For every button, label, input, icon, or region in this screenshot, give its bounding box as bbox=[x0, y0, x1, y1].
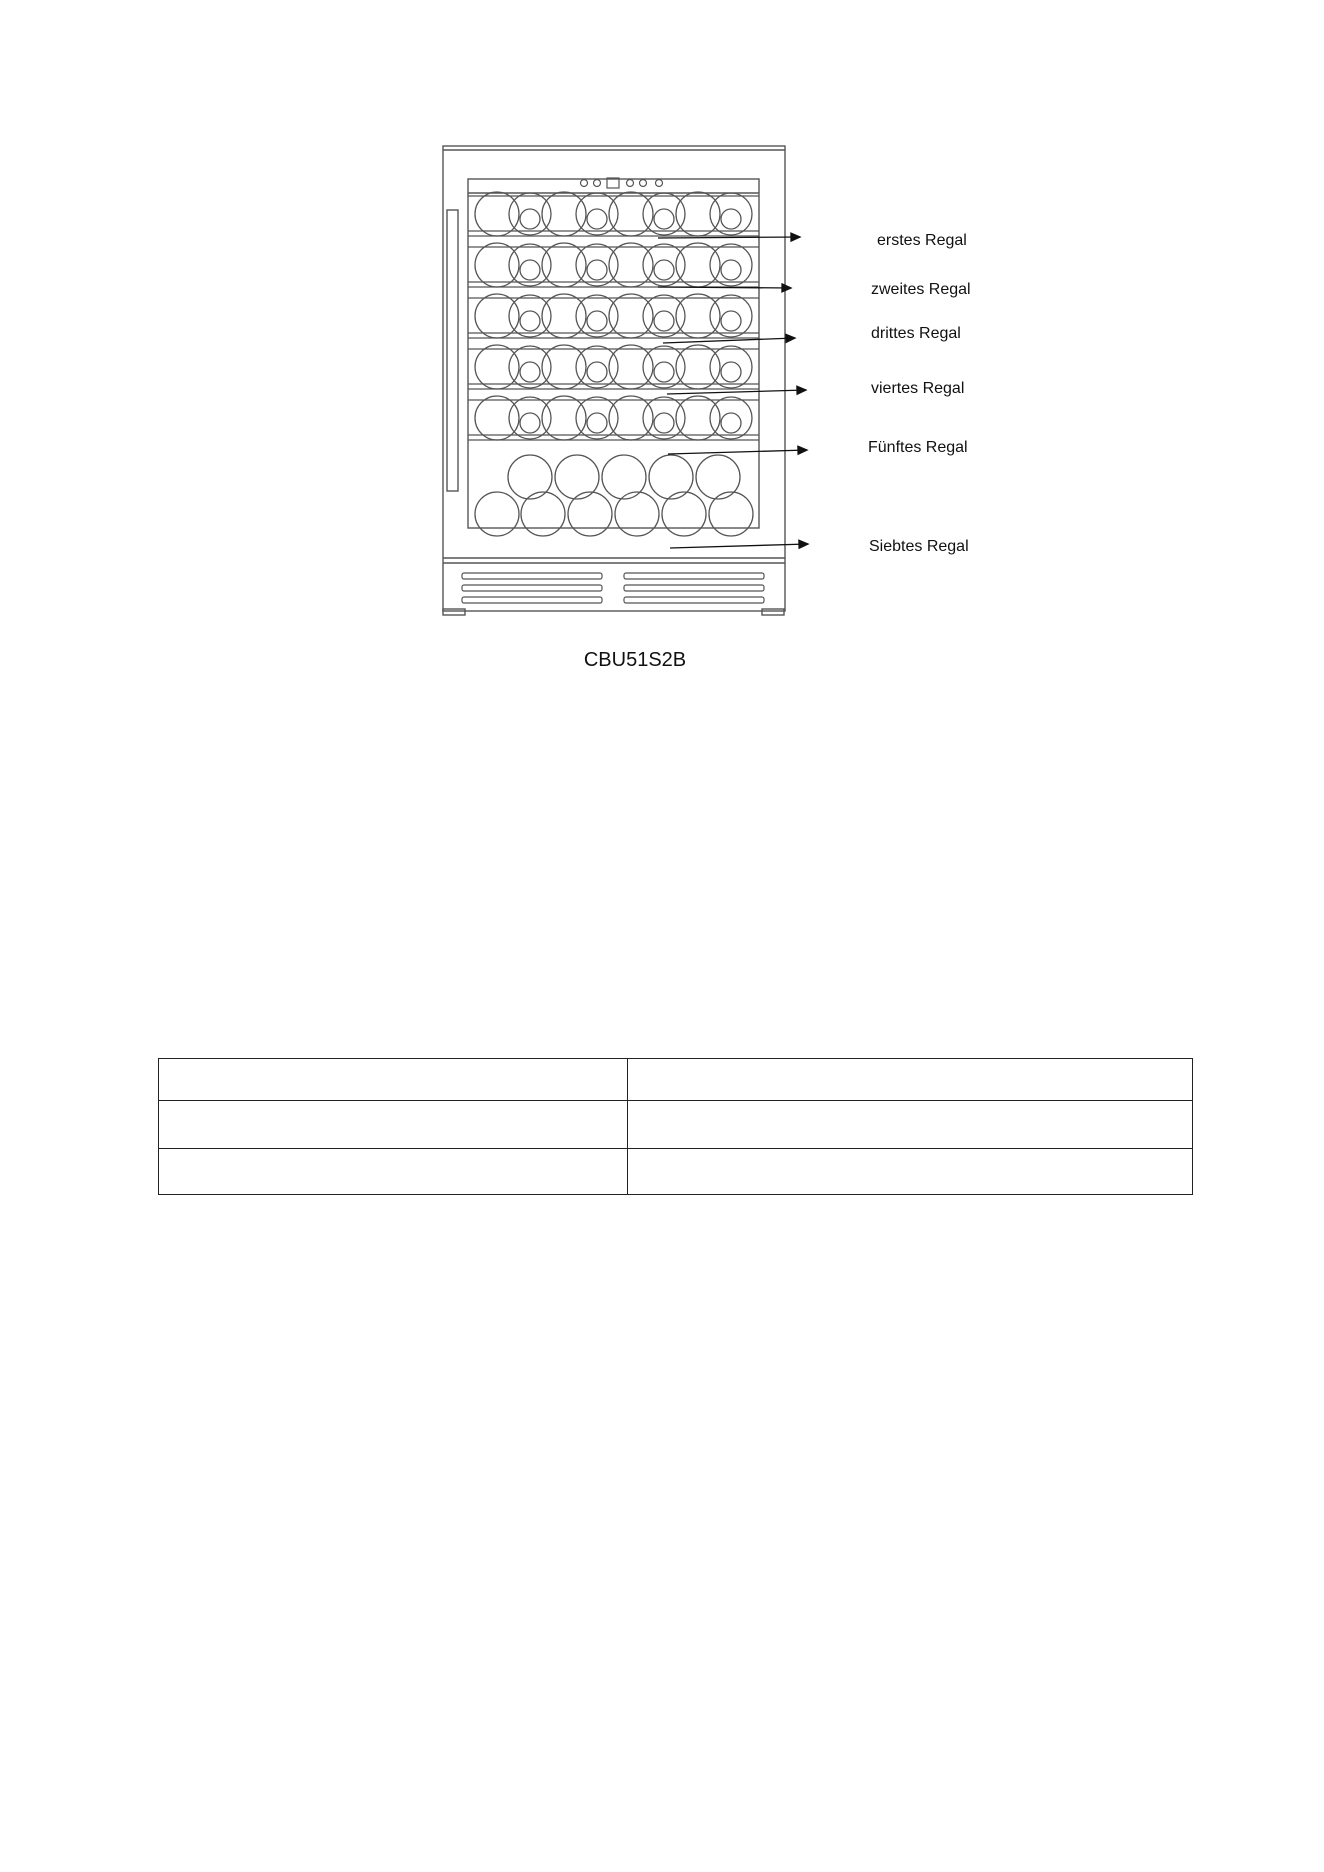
shelf-label-4: viertes Regal bbox=[871, 380, 965, 397]
bottle-icon bbox=[709, 492, 753, 536]
bottle-icon bbox=[542, 192, 586, 236]
bottle-icon bbox=[662, 492, 706, 536]
bottle-neck-icon bbox=[654, 209, 674, 229]
shelf-bottom bbox=[475, 455, 753, 536]
table-cell bbox=[628, 1149, 1193, 1195]
bottle-neck-icon bbox=[721, 413, 741, 433]
bottle-neck-icon bbox=[587, 413, 607, 433]
bottle-icon bbox=[475, 192, 519, 236]
spec-table bbox=[158, 1058, 1193, 1195]
bottle-icon bbox=[475, 294, 519, 338]
door-handle bbox=[447, 210, 458, 491]
foot-right bbox=[762, 609, 784, 615]
vent-slot bbox=[462, 597, 602, 603]
bottle-neck-icon bbox=[721, 260, 741, 280]
shelf-arrow bbox=[670, 540, 808, 548]
control-button-icon bbox=[594, 180, 601, 187]
bottle-icon bbox=[475, 492, 519, 536]
bottle-neck-icon bbox=[520, 362, 540, 382]
shelf-label-5: Fünftes Regal bbox=[868, 439, 968, 456]
arrow-head-icon bbox=[799, 540, 808, 548]
control-button-icon bbox=[627, 180, 634, 187]
shelf-4 bbox=[468, 345, 759, 389]
shelf-arrow bbox=[663, 334, 795, 343]
bottle-neck-icon bbox=[654, 260, 674, 280]
arrow-head-icon bbox=[786, 334, 795, 342]
bottle-icon bbox=[676, 396, 720, 440]
control-button-icon bbox=[640, 180, 647, 187]
bottle-icon bbox=[521, 492, 565, 536]
bottle-icon bbox=[676, 243, 720, 287]
arrow-line bbox=[658, 287, 791, 288]
arrow-line bbox=[668, 450, 807, 454]
arrow-head-icon bbox=[797, 386, 806, 394]
table-cell bbox=[628, 1101, 1193, 1149]
table-cell bbox=[628, 1059, 1193, 1101]
shelf-arrow bbox=[668, 446, 807, 454]
shelf-label-3: drittes Regal bbox=[871, 325, 961, 342]
bottle-icon bbox=[542, 396, 586, 440]
bottle-icon bbox=[676, 345, 720, 389]
control-button-icon bbox=[581, 180, 588, 187]
shelf-5 bbox=[468, 396, 759, 440]
bottle-icon bbox=[676, 294, 720, 338]
shelf-1 bbox=[468, 192, 759, 236]
bottle-neck-icon bbox=[520, 209, 540, 229]
vent-slot bbox=[624, 573, 764, 579]
bottle-neck-icon bbox=[721, 311, 741, 331]
bottle-icon bbox=[475, 396, 519, 440]
table-row bbox=[159, 1149, 1193, 1195]
bottle-icon bbox=[475, 345, 519, 389]
arrow-line bbox=[670, 544, 808, 548]
bottle-icon bbox=[609, 345, 653, 389]
bottle-icon bbox=[568, 492, 612, 536]
bottle-icon bbox=[676, 192, 720, 236]
control-button-icon bbox=[656, 180, 663, 187]
wine-cooler-diagram bbox=[0, 0, 1324, 700]
bottle-neck-icon bbox=[587, 260, 607, 280]
table-cell bbox=[159, 1059, 628, 1101]
arrow-line bbox=[658, 237, 800, 238]
bottle-neck-icon bbox=[654, 311, 674, 331]
bottle-icon bbox=[609, 243, 653, 287]
bottle-neck-icon bbox=[654, 362, 674, 382]
bottle-neck-icon bbox=[587, 362, 607, 382]
arrow-head-icon bbox=[782, 284, 791, 292]
bottle-neck-icon bbox=[721, 209, 741, 229]
bottle-icon bbox=[615, 492, 659, 536]
table-cell bbox=[159, 1149, 628, 1195]
bottle-icon bbox=[542, 294, 586, 338]
bottle-neck-icon bbox=[520, 260, 540, 280]
shelf-label-1: erstes Regal bbox=[877, 232, 967, 249]
shelf-3 bbox=[468, 294, 759, 338]
table-row bbox=[159, 1059, 1193, 1101]
vent-slot bbox=[624, 597, 764, 603]
table-row bbox=[159, 1101, 1193, 1149]
bottle-neck-icon bbox=[654, 413, 674, 433]
bottle-icon bbox=[609, 396, 653, 440]
bottle-neck-icon bbox=[587, 209, 607, 229]
bottle-icon bbox=[542, 345, 586, 389]
arrow-head-icon bbox=[791, 233, 800, 241]
vent-slot bbox=[624, 585, 764, 591]
table-cell bbox=[159, 1101, 628, 1149]
bottle-neck-icon bbox=[587, 311, 607, 331]
bottle-neck-icon bbox=[721, 362, 741, 382]
bottle-neck-icon bbox=[520, 311, 540, 331]
vent-slot bbox=[462, 573, 602, 579]
model-caption: CBU51S2B bbox=[583, 649, 687, 671]
bottle-icon bbox=[475, 243, 519, 287]
arrow-line bbox=[663, 338, 795, 343]
bottle-icon bbox=[609, 192, 653, 236]
shelf-label-2: zweites Regal bbox=[871, 281, 971, 298]
shelf-label-7: Siebtes Regal bbox=[869, 538, 969, 555]
bottle-icon bbox=[609, 294, 653, 338]
foot-left bbox=[443, 609, 465, 615]
vent-slot bbox=[462, 585, 602, 591]
bottle-icon bbox=[542, 243, 586, 287]
vent-grille bbox=[462, 573, 764, 603]
shelf-2 bbox=[468, 243, 759, 287]
bottle-neck-icon bbox=[520, 413, 540, 433]
arrow-head-icon bbox=[798, 446, 807, 454]
